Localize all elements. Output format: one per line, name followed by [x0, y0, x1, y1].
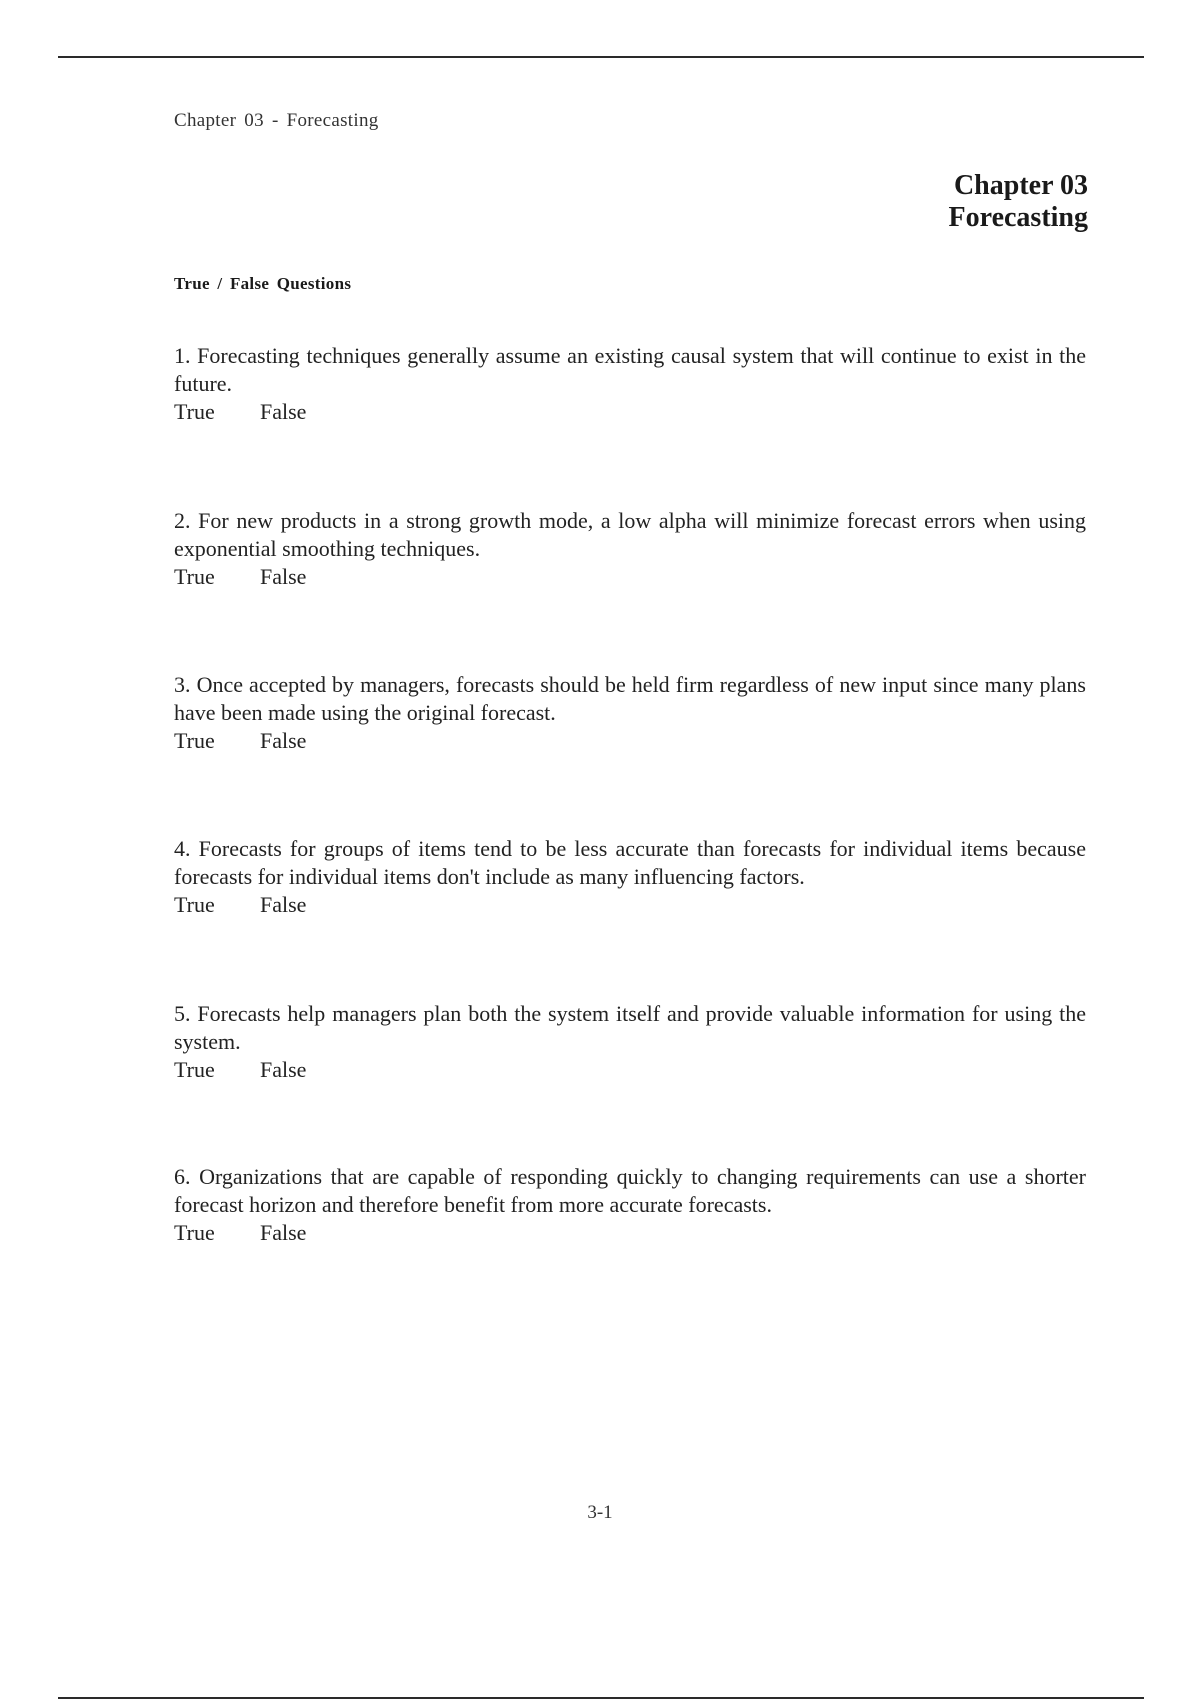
top-rule [58, 56, 1144, 58]
option-false[interactable]: False [260, 728, 307, 753]
chapter-title [949, 170, 1088, 234]
answer-options [174, 1219, 1086, 1247]
answer-options [174, 1056, 1086, 1084]
chapter-title-number: Chapter 03 [953, 170, 1088, 201]
option-true[interactable]: True [174, 728, 215, 753]
answer-options [174, 727, 1086, 755]
bottom-rule [58, 1697, 1144, 1699]
answer-options [174, 398, 1086, 426]
question-text: 5. Forecasts help managers plan both the system itself and provide valuable information for using the system. [174, 1001, 1086, 1054]
question-1 [174, 342, 1086, 426]
section-heading: True / False Questions [174, 274, 352, 293]
option-true[interactable]: True [174, 399, 215, 424]
running-header: Chapter 03 - Forecasting [174, 110, 379, 131]
question-3 [174, 671, 1086, 755]
question-text: 3. Once accepted by managers, forecasts should be held firm regardless of new input since many plans have been made using the original forecast. [174, 672, 1086, 725]
option-false[interactable]: False [260, 892, 307, 917]
option-true[interactable]: True [174, 564, 215, 589]
question-6 [174, 1163, 1086, 1247]
page-number: 3-1 [587, 1502, 613, 1523]
question-text: 2. For new products in a strong growth mode, a low alpha will minimize forecast errors when using exponential smoothing techniques. [174, 508, 1086, 561]
option-true[interactable]: True [174, 892, 215, 917]
option-false[interactable]: False [260, 1220, 307, 1245]
option-true[interactable]: True [174, 1057, 215, 1082]
question-text: 6. Organizations that are capable of responding quickly to changing requirements can use a shorter forecast horizon and therefore benefit from more accurate forecasts. [174, 1164, 1086, 1217]
option-false[interactable]: False [260, 564, 307, 589]
option-false[interactable]: False [260, 399, 307, 424]
chapter-title-name: Forecasting [948, 202, 1088, 233]
question-2 [174, 507, 1086, 591]
question-4 [174, 835, 1086, 919]
option-true[interactable]: True [174, 1220, 215, 1245]
answer-options [174, 891, 1086, 919]
question-text: 4. Forecasts for groups of items tend to be less accurate than forecasts for individual items because forecasts for individual items don't include as many influencing factors. [174, 836, 1086, 889]
option-false[interactable]: False [260, 1057, 307, 1082]
answer-options [174, 563, 1086, 591]
question-text: 1. Forecasting techniques generally assume an existing causal system that will continue to exist in the future. [174, 343, 1086, 396]
question-5 [174, 1000, 1086, 1084]
